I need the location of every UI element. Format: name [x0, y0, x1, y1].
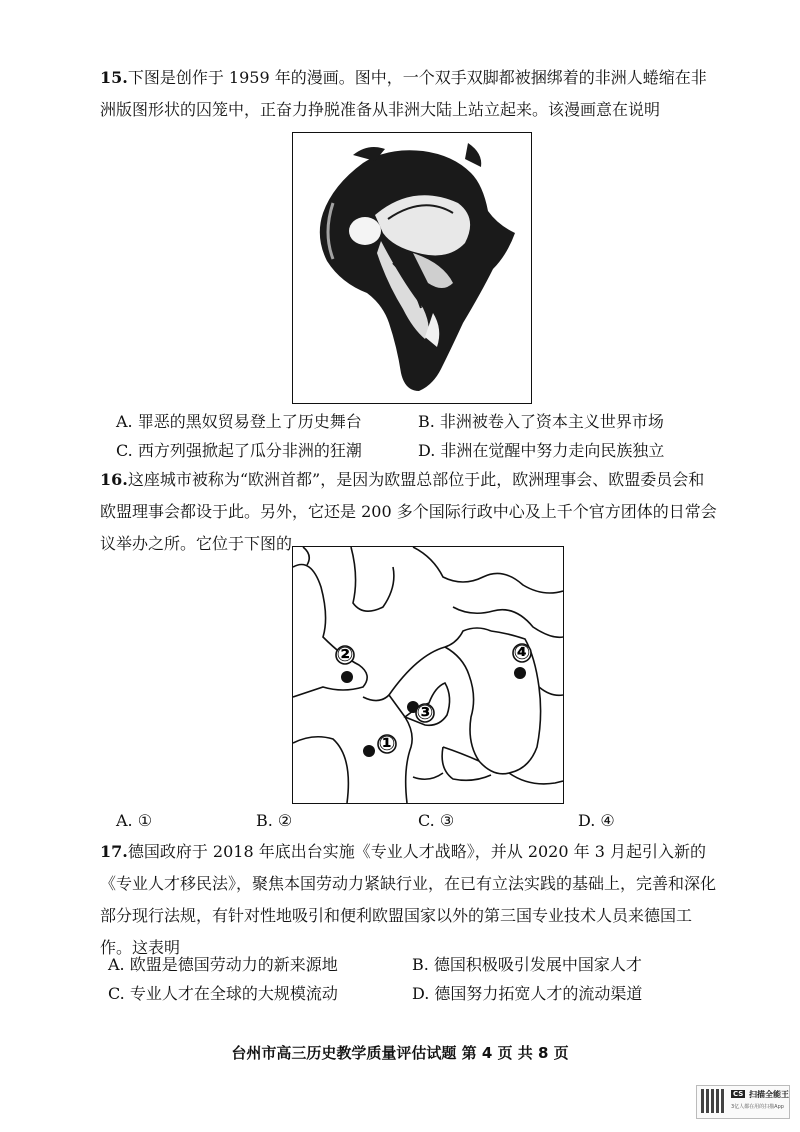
africa-cartoon-figure — [292, 132, 532, 404]
question-16-number: 16. — [100, 470, 128, 489]
question-17-text: 德国政府于 2018 年底出台实施《专业人才战略》，并从 2020 年 3 月起引入新的《专业人才移民法》，聚焦本国劳动力紧缺行业，在已有立法实践的基础上，完善和深化部分现行法规，有针对性地吸引和便利欧盟国家以外的第三国专业技术人员来德国工作。这表明 — [100, 842, 717, 957]
q17-option-d: D. 德国努力拓宽人才的流动渠道 — [412, 984, 643, 1003]
marker-4-label: ④ — [513, 640, 531, 664]
europe-map-figure — [292, 546, 564, 804]
qr-code-icon — [701, 1089, 725, 1113]
map-marker-2 — [336, 642, 354, 683]
marker-3-label: ③ — [416, 700, 434, 724]
question-15-text: 下图是创作于 1959 年的漫画。图中，一个双手双脚都被捆绑着的非洲人蜷缩在非洲版图形状的囚笼中，正奋力挣脱准备从非洲大陆上站立起来。该漫画意在说明 — [100, 68, 707, 119]
question-17-number: 17. — [100, 842, 128, 861]
page-footer: 台州市高三历史教学质量评估试题 第 4 页 共 8 页 — [231, 1044, 569, 1062]
scanner-subtitle: 3亿人都在用的扫描App — [731, 1104, 784, 1110]
q17-option-a: A. 欧盟是德国劳动力的新来源地 — [108, 955, 338, 974]
map-marker-4 — [513, 640, 531, 679]
q16-option-c: C. ③ — [418, 811, 455, 830]
marker-2-dot — [341, 671, 353, 683]
question-15-number: 15. — [100, 68, 128, 87]
marker-2-label: ② — [336, 642, 354, 666]
q15-option-c: C. 西方列强掀起了瓜分非洲的狂潮 — [116, 441, 362, 460]
marker-1-label: ① — [378, 731, 396, 755]
africa-cartoon-image — [293, 133, 531, 403]
africa-map-shape — [320, 150, 515, 391]
q15-option-d: D. 非洲在觉醒中努力走向民族独立 — [418, 441, 665, 460]
q16-option-b: B. ② — [256, 811, 293, 830]
scanner-badge: CS — [733, 1090, 744, 1098]
q15-option-b: B. 非洲被卷入了资本主义世界市场 — [418, 412, 664, 431]
map-marker-1 — [363, 731, 396, 757]
question-15-stem — [100, 62, 720, 126]
question-17-stem — [100, 836, 720, 964]
marker-1-dot — [363, 745, 375, 757]
scanner-watermark — [696, 1085, 790, 1119]
map-marker-3 — [407, 700, 434, 724]
q17-option-c: C. 专业人才在全球的大规模流动 — [108, 984, 338, 1003]
q15-option-a: A. 罪恶的黑奴贸易登上了历史舞台 — [116, 412, 362, 431]
scanner-brand: 扫描全能王 — [749, 1090, 789, 1099]
q16-option-d: D. ④ — [578, 811, 615, 830]
europe-map — [293, 547, 563, 803]
question-16-text: 这座城市被称为“欧洲首都”，是因为欧盟总部位于此，欧洲理事会、欧盟委员会和欧盟理事会都设于此。另外，它还是 200 多个国际行政中心及上千个官方团体的日常会议举办之所。它位于下图的 — [100, 470, 717, 553]
q16-option-a: A. ① — [116, 811, 153, 830]
marker-4-dot — [514, 667, 526, 679]
q17-option-b: B. 德国积极吸引发展中国家人才 — [412, 955, 642, 974]
